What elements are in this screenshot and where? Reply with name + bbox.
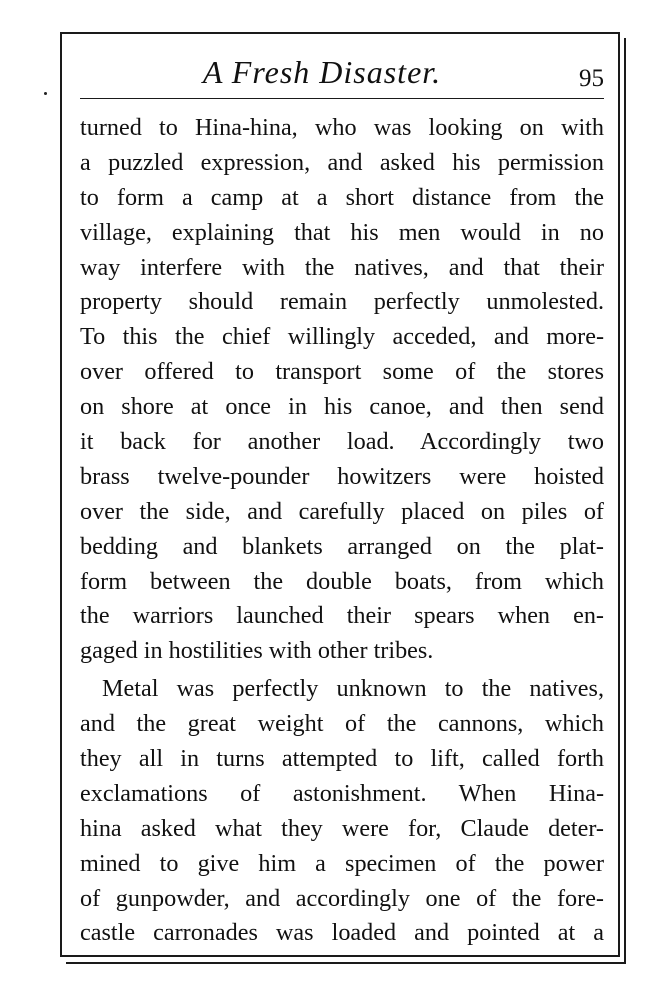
page-number: 95 [579,65,604,92]
text-line: turned to Hina-hina, who was looking on with [80,114,604,141]
text-line: on shore at once in his canoe, and then send [80,393,604,421]
text-line: to form a camp at a short distance from the [80,183,604,211]
text-line: and the great weight of the cannons, which [80,710,604,738]
text-line: over offered to transport some of the stores [80,358,604,386]
paragraph-2 [80,672,604,951]
text-line: it back for another load. Accordingly two [80,428,604,456]
text-line: Metal was perfectly unknown to the natives, [102,675,604,703]
text-line: hina asked what they were for, Claude deter- [80,814,604,842]
text-line: of gunpowder, and accordingly one of the fore- [80,884,604,912]
text-line: gaged in hostilities with other tribes. [80,637,434,665]
text-line: To this the chief willingly acceded, and more- [80,323,604,351]
text-line: the warriors launched their spears when en- [80,602,604,630]
text-line: over the side, and carefully placed on piles of [80,497,604,525]
paragraph-1 [80,111,604,669]
text-line: bedding and blankets arranged on the plat- [80,532,604,560]
text-line: castle carronades was loaded and pointed at a [80,919,604,947]
text-line: brass twelve-pounder howitzers were hoisted [80,462,604,490]
text-line: mined to give him a specimen of the power [80,849,604,877]
text-line: property should remain perfectly unmolested. [80,288,604,316]
header-rule [80,98,604,99]
text-line: form between the double boats, from which [80,567,604,595]
text-line: village, explaining that his men would in no [80,218,604,246]
text-line: a puzzled expression, and asked his permission [80,148,604,176]
running-head [80,52,604,92]
margin-mark [44,92,47,95]
running-title: A Fresh Disaster. [202,54,442,90]
body-text [80,111,604,951]
text-line: way interfere with the natives, and that their [80,253,604,281]
text-line: exclamations of astonishment. When Hina- [80,779,604,807]
text-line: they all in turns attempted to lift, called forth [80,745,604,773]
